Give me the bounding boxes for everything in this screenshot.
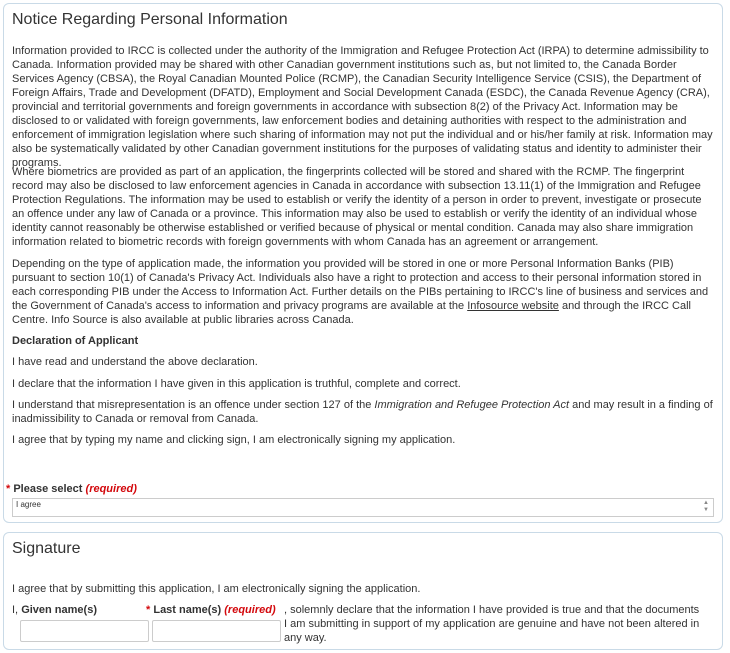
notice-paragraph-3: Depending on the type of application made, the information you provided will be stored in one or more Personal Information Banks (PIB) pursuant to section 10(1) of Canada's Privacy Act. Individuals also have a right to protection and access to their personal information stored in each corresponding PIB under the Access to Information Act. Further details on the PIBs pertaining to IRCC's line of business and services and the Government of Canada's access to information and privacy programs are available at the Infosource website and through the IRCC Call Centre. Info Source is also available at public libraries across Canada. <box>12 258 709 326</box>
signature-intro: I agree that by submitting this application, I am electronically signing the application. <box>12 583 421 595</box>
last-name-input[interactable] <box>152 620 281 642</box>
solemn-declaration: , solemnly declare that the information I have provided is true and that the documents I am submitting in support of my application are genuine and have not been altered in any way. <box>284 604 700 644</box>
required-asterisk: * <box>6 483 11 495</box>
please-select-label: * Please select (required) <box>6 483 137 495</box>
scroll-down-icon[interactable]: ▼ <box>703 507 709 513</box>
agree-select-value: I agree <box>16 500 41 509</box>
notice-paragraph-2: Where biometrics are provided as part of an application, the fingerprints collected will be stored and shared with the RCMP. The fingerprint record may also be disclosed to law enforcement agencies in Canada in accordance with subsection 13.11(1) of the Immigration and Refugee Protection Regulations. The information may be used to establish or verify the identity of a person in order to prevent, investigate or prosecute an offence under any law of Canada or a province. This information may also be used to establish or verify the identity of an individual whose identity cannot reasonably be otherwise established or verified because of physical or mental condition. Canada may also share immigration information related to biometric records with foreign governments with whom Canada has an agreement or arrangement. <box>12 166 702 248</box>
irpa-italic: Immigration and Refugee Protection Act <box>374 399 570 411</box>
signature-panel <box>3 532 723 650</box>
last-name-label: * Last name(s) (required) <box>146 604 276 616</box>
notice-panel <box>3 3 723 523</box>
declaration-heading: Declaration of Applicant <box>12 335 139 347</box>
declaration-line-3: I understand that misrepresentation is an offence under section 127 of the Immigration and Refugee Protection Act and may result in a finding of inadmissibility to Canada or removal from Canada. <box>12 399 713 425</box>
signature-title: Signature <box>12 540 81 557</box>
notice-paragraph-1: Information provided to IRCC is collected under the authority of the Immigration and Refugee Protection Act (IRPA) to determine admissibility to Canada. Information provided may be shared with other Canadian government institutions such as, but not limited to, the Canada Border Services Agency (CBSA), the Royal Canadian Mounted Police (RCMP), the Canadian Security Intelligence Service (CSIS), the Department of Foreign Affairs, Trade and Development (DFATD), Employment and Social Development Canada (ESDC), the Canada Revenue Agency (CRA), provincial and territorial governments and foreign governments in accordance with subsection 8(2) of the Privacy Act. Information may be disclosed to or validated with foreign governments, law enforcement bodies and detaining authorities with respect to the administration and enforcement of immigration legislation where such sharing of information may not put the individual and or his/her family at risk. Information may also be systematically validated by other Canadian government institutions for the purposes of validating status and identity to administer their programs. <box>12 45 713 169</box>
declaration-line-1: I have read and understand the above declaration. <box>12 356 258 368</box>
given-name-input[interactable] <box>20 620 149 642</box>
infosource-link[interactable]: Infosource website <box>467 300 559 312</box>
scroll-up-icon[interactable]: ▲ <box>703 500 709 506</box>
declaration-line-4: I agree that by typing my name and clicking sign, I am electronically signing my application. <box>12 434 456 446</box>
given-name-label: I, Given name(s) <box>12 604 97 616</box>
notice-title: Notice Regarding Personal Information <box>12 11 288 28</box>
agree-select[interactable] <box>12 498 714 517</box>
declaration-line-2: I declare that the information I have given in this application is truthful, complete and correct. <box>12 378 461 390</box>
select-scroll-arrows[interactable] <box>701 500 711 515</box>
